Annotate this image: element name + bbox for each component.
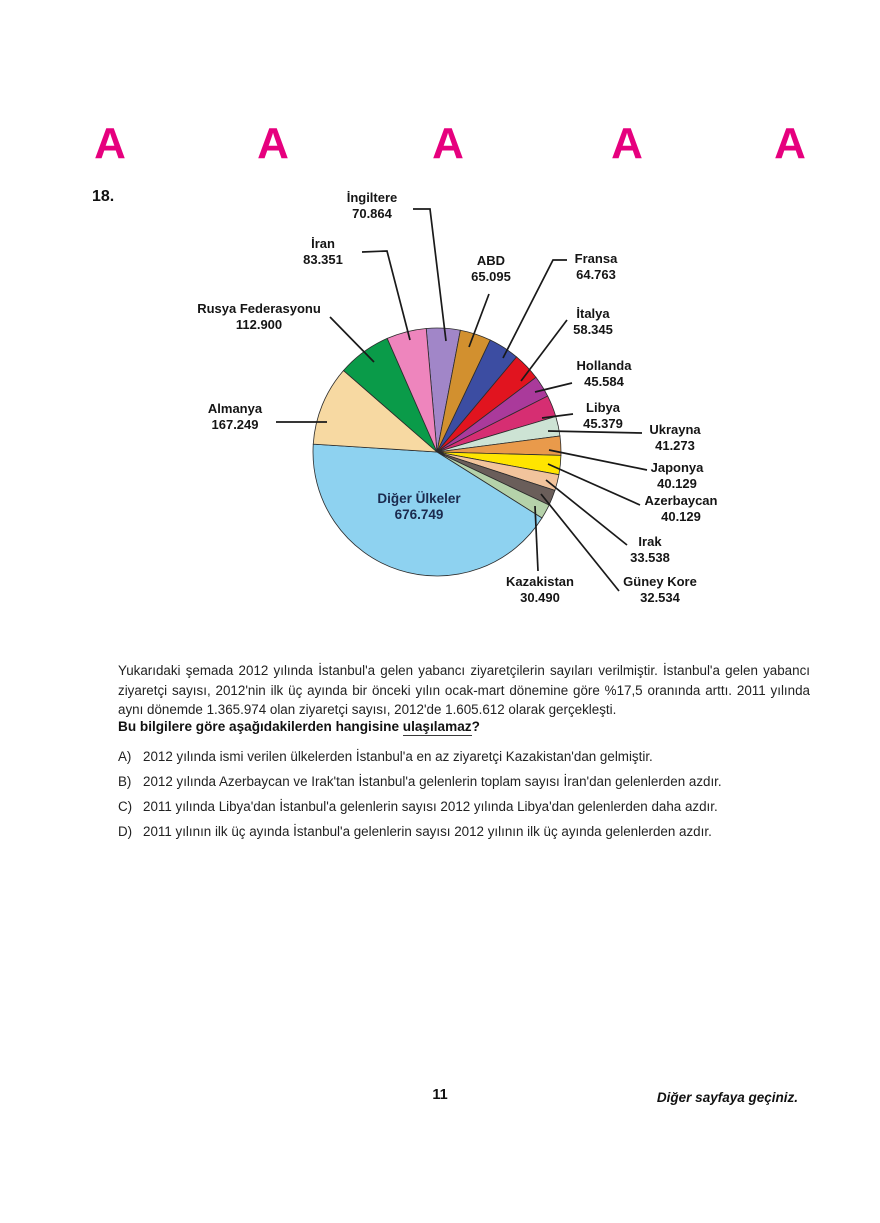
slice-label-Fransa bbox=[501, 251, 691, 282]
option-d bbox=[118, 823, 818, 842]
slice-label-Kazakistan bbox=[445, 574, 635, 605]
slice-label-value: 30.490 bbox=[520, 589, 560, 605]
passage-text: Yukarıdaki şemada 2012 yılında İstanbul'a gelen yabancı ziyaretçilerin sayıları verilmiştir. İstanbul'a gelen yabancı ziyaretçi sayısı, 2012'nin ilk üç ayında bir önceki yılın ocak-mart dönemine göre %17,5 oranında arttı. 2011 yılında aynı dönemde 1.365.974 olan ziyaretçi sayısı, 2012'de 1.605.612 olarak gerçekleşti. bbox=[118, 663, 810, 718]
slice-label-İngiltere bbox=[277, 190, 467, 221]
option-letter: A) bbox=[118, 749, 132, 764]
slice-label-value: 45.379 bbox=[583, 415, 623, 431]
slice-label-value: 167.249 bbox=[211, 416, 259, 432]
slice-label-name: İtalya bbox=[576, 306, 610, 321]
slice-label-value: 112.900 bbox=[235, 316, 283, 332]
option-text: 2012 yılında ismi verilen ülkelerden İstanbul'a en az ziyaretçi Kazakistan'dan gelmiştir. bbox=[143, 749, 653, 764]
slice-label-value: 70.864 bbox=[352, 205, 392, 221]
option-text: 2012 yılında Azerbaycan ve Irak'tan İstanbul'a gelenlerin toplam sayısı İran'dan gelenlerden azdır. bbox=[143, 774, 722, 789]
slice-label-name: Libya bbox=[586, 400, 620, 415]
slice-label-Japonya bbox=[582, 460, 772, 491]
footer-note: Diğer sayfaya geçiniz. bbox=[656, 1090, 798, 1105]
option-text: 2011 yılında Libya'dan İstanbul'a gelenlerin sayısı 2012 yılında Libya'dan gelenlerden daha azdır. bbox=[143, 799, 718, 814]
question-prefix: Bu bilgilere göre aşağıdakilerden hangisine bbox=[118, 719, 403, 734]
option-a bbox=[118, 748, 818, 767]
booklet-letter: A bbox=[774, 119, 806, 168]
booklet-letter: A bbox=[432, 119, 464, 168]
slice-label-name: Ukrayna bbox=[649, 422, 701, 437]
slice-label-name: Japonya bbox=[650, 460, 704, 475]
slice-label-İran bbox=[228, 236, 418, 267]
slice-label-value: 65.095 bbox=[471, 268, 511, 284]
slice-label-value: 41.273 bbox=[655, 437, 695, 453]
slice-inner-label-Diğer Ülkeler bbox=[324, 491, 514, 523]
slice-label-value: 58.345 bbox=[573, 321, 613, 337]
slice-label-name: İran bbox=[311, 236, 335, 251]
slice-label-name: Diğer Ülkeler bbox=[377, 491, 461, 506]
question-suffix: ? bbox=[471, 719, 480, 734]
slice-label-name: ABD bbox=[476, 253, 506, 268]
slice-label-name: Rusya Federasyonu bbox=[197, 301, 321, 316]
slice-label-value: 45.584 bbox=[584, 373, 624, 389]
slice-label-name: Fransa bbox=[574, 251, 618, 266]
page-number: 11 bbox=[432, 1087, 448, 1103]
slice-label-name: Hollanda bbox=[576, 358, 632, 373]
slice-label-İtalya bbox=[498, 306, 688, 337]
slice-label-value: 32.534 bbox=[640, 589, 680, 605]
slice-label-Rusya Federasyonu bbox=[164, 301, 354, 332]
slice-label-Irak bbox=[555, 534, 745, 565]
option-letter: D) bbox=[118, 824, 133, 839]
options-list bbox=[118, 748, 818, 848]
slice-label-value: 676.749 bbox=[394, 507, 444, 522]
slice-label-value: 40.129 bbox=[661, 508, 701, 524]
slice-label-value: 40.129 bbox=[657, 475, 697, 491]
question-stem bbox=[118, 719, 480, 734]
slice-label-Hollanda bbox=[509, 358, 699, 389]
option-letter: B) bbox=[118, 774, 132, 789]
slice-label-name: Güney Kore bbox=[623, 574, 697, 589]
slice-label-name: Azerbaycan bbox=[644, 493, 718, 508]
booklet-letter: A bbox=[611, 119, 643, 168]
booklet-letter: A bbox=[94, 119, 126, 168]
booklet-letter: A bbox=[257, 119, 289, 168]
option-b bbox=[118, 773, 818, 792]
option-letter: C) bbox=[118, 799, 133, 814]
slice-label-value: 83.351 bbox=[303, 251, 343, 267]
option-c bbox=[118, 798, 818, 817]
question-number: 18. bbox=[92, 188, 115, 205]
slice-label-Almanya bbox=[140, 401, 330, 432]
slice-label-Ukrayna bbox=[580, 422, 770, 453]
slice-label-Azerbaycan bbox=[586, 493, 776, 524]
slice-label-name: Kazakistan bbox=[506, 574, 574, 589]
slice-label-name: Almanya bbox=[207, 401, 263, 416]
slice-label-value: 33.538 bbox=[630, 549, 670, 565]
slice-label-name: Irak bbox=[638, 534, 662, 549]
slice-label-value: 64.763 bbox=[576, 266, 616, 282]
slice-label-name: İngiltere bbox=[346, 190, 398, 205]
option-text: 2011 yılının ilk üç ayında İstanbul'a gelenlerin sayısı 2012 yılının ilk üç ayında gelenlerden azdır. bbox=[143, 824, 712, 839]
question-underlined-word: ulaşılamaz bbox=[402, 719, 472, 734]
